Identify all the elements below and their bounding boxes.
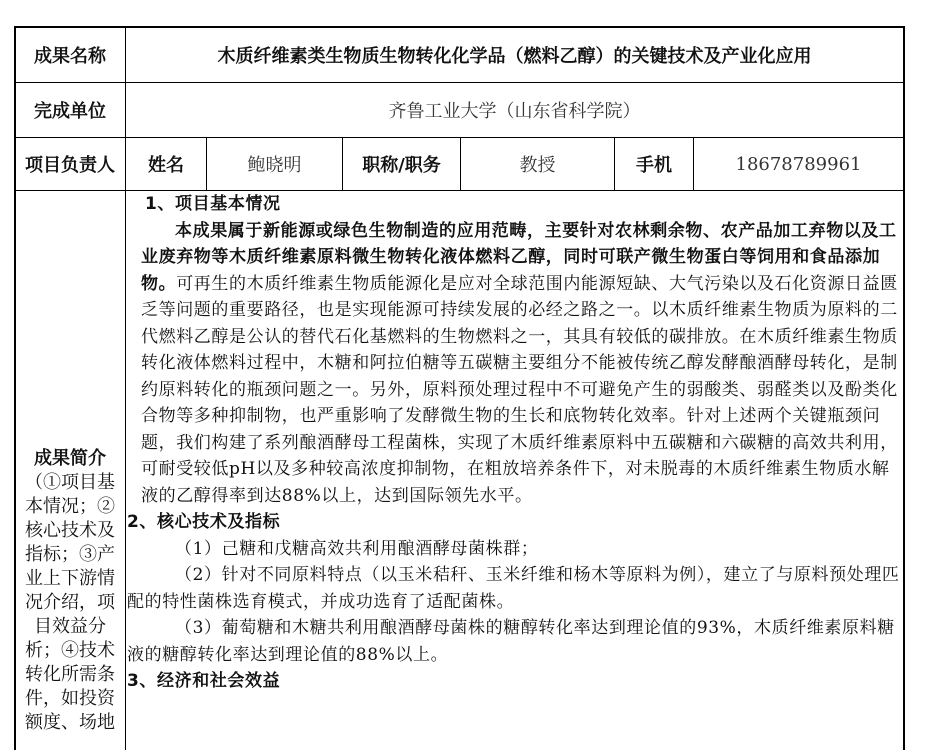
section-3-heading: 3、经济和社会效益 (127, 671, 281, 691)
completing-unit-value: 齐鲁工业大学（山东省科学院） (388, 101, 641, 122)
table-right-border (903, 26, 905, 750)
section-1-bold-lead: 本成果属于新能源或绿色生物制造的应用范畴，主要针对农林剩余物、农产品加工弃物以及工业废弃物等木质纤维素原料微生物转化液体燃料乙醇，同时可联产微生物蛋白等饲用和食品添加物。 (141, 220, 897, 294)
section-2-heading: 2、核心技术及指标 (127, 512, 281, 532)
name-value: 鲍晓明 (247, 155, 302, 176)
summary-label-title: 成果简介 (34, 448, 106, 469)
section-2-item-2: （2）针对不同原料特点（以玉米秸秆、玉米纤维和杨木等原料为例），建立了与原料预处理匹配的特性菌株选育模式，并成功选育了适配菌株。 (127, 565, 900, 612)
section-1-heading: 1、项目基本情况 (145, 194, 281, 214)
summary-label-note: （①项目基本情况；②核心技术及指标；③产业上下游情况介绍，项目效益分析；④技术转化所需条件，如投资额度、场地 (25, 472, 115, 733)
achievement-name-label: 成果名称 (34, 45, 106, 67)
phone-value: 18678789961 (735, 153, 862, 175)
section-1-text: 可再生的木质纤维素生物质能源化是应对全球范围内能源短缺、大气污染以及石化资源日益匮乏等问题的重要路径，也是实现能源可持续发展的必经之路之一。以木质纤维素生物质为原料的二代燃料乙醇是公认的替代石化基燃料的生物燃料之一，其具有较低的碳排放。在木质纤维素生物质转化液体燃料过程中，木糖和阿拉伯糖等五碳糖主要组分不能被传统乙醇发酵酿酒酵母转化，是制约原料转化的瓶颈问题之一。另外，原料预处理过程中不可避免产生的弱酸类、弱醛类以及酚类化合物等多种抑制物，也严重影响了发酵微生物的生长和底物转化效率。针对上述两个关键瓶颈问题，我们构建了系列酿酒酵母工程菌株，实现了木质纤维素原料中五碳糖和六碳糖的高效共利用，可耐受较低pH以及多种较高浓度抑制物，在粗放培养条件下，对未脱毒的木质纤维素生物质水解液的乙醇得率到达88%以上，达到国际领先水平。 (141, 273, 898, 506)
section-2-item-3: （3）葡萄糖和木糖共利用酿酒酵母菌株的糖醇转化率达到理论值的93%，木质纤维素原料糖液的糖醇转化率达到理论值的88%以上。 (127, 618, 895, 665)
project-leader-label: 项目负责人 (25, 155, 115, 176)
completing-unit-label: 完成单位 (34, 101, 106, 122)
achievement-name-value: 木质纤维素类生物质生物转化化学品（燃料乙醇）的关键技术及产业化应用 (217, 45, 812, 67)
name-label: 姓名 (148, 155, 184, 176)
summary-body (127, 191, 903, 750)
title-value: 教授 (519, 155, 556, 176)
title-label: 职称/职务 (362, 155, 441, 176)
section-1-paragraph (141, 218, 901, 510)
phone-label: 手机 (636, 155, 672, 176)
section-2-item-1: （1）己糖和戊糖高效共利用酿酒酵母菌株群； (175, 538, 539, 559)
summary-label (17, 447, 123, 750)
